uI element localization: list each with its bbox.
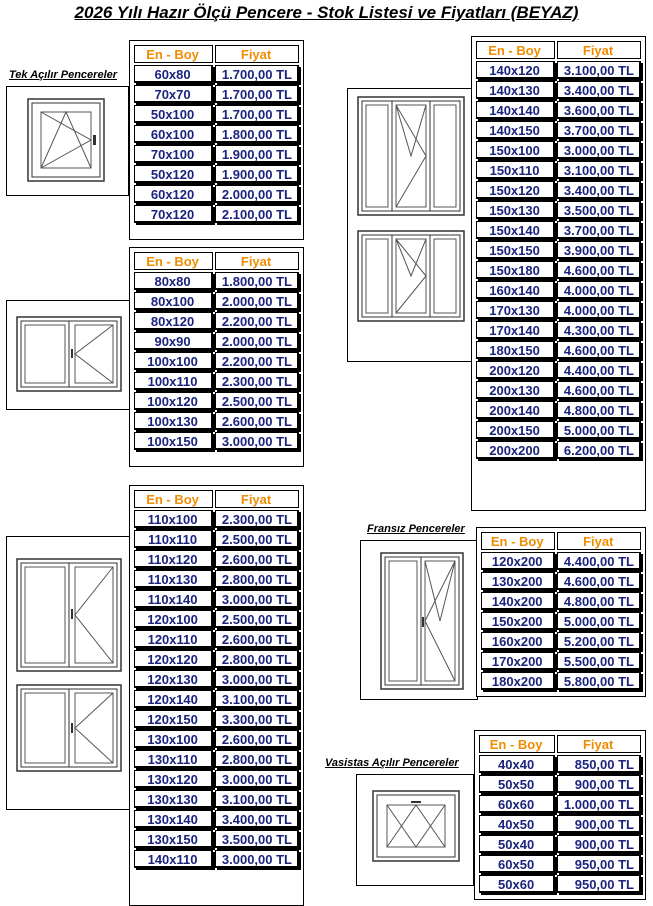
size-cell: 200x200 [476, 441, 555, 459]
price-cell: 4.800,00 TL [557, 592, 641, 610]
size-cell: 80x80 [134, 272, 213, 290]
column-header-size: En - Boy [479, 735, 555, 753]
table-row [476, 321, 641, 339]
table-row [134, 105, 299, 123]
size-cell: 200x140 [476, 401, 555, 419]
french-window-icon [361, 541, 477, 699]
price-cell: 1.900,00 TL [215, 145, 299, 163]
size-cell: 120x150 [134, 710, 213, 728]
size-cell: 80x120 [134, 312, 213, 330]
price-cell: 3.000,00 TL [215, 670, 299, 688]
table-row [476, 161, 641, 179]
table-row [134, 85, 299, 103]
table-row [134, 510, 299, 528]
column-header-size: En - Boy [476, 41, 555, 59]
price-cell: 3.900,00 TL [557, 241, 641, 259]
size-cell: 150x130 [476, 201, 555, 219]
table-row [134, 352, 299, 370]
table-row [134, 125, 299, 143]
price-cell: 2.600,00 TL [215, 412, 299, 430]
price-cell: 2.200,00 TL [215, 352, 299, 370]
table-row [476, 121, 641, 139]
size-cell: 90x90 [134, 332, 213, 350]
price-cell: 3.400,00 TL [557, 181, 641, 199]
table-row [134, 670, 299, 688]
size-cell: 50x100 [134, 105, 213, 123]
table-row [479, 855, 641, 873]
price-cell: 2.600,00 TL [215, 630, 299, 648]
window-image-double-b [6, 536, 131, 810]
size-cell: 130x140 [134, 810, 213, 828]
table-row [476, 221, 641, 239]
size-cell: 150x120 [476, 181, 555, 199]
column-header-price: Fiyat [557, 532, 641, 550]
size-cell: 150x200 [481, 612, 555, 630]
size-cell: 60x120 [134, 185, 213, 203]
size-cell: 100x120 [134, 392, 213, 410]
table-row [134, 790, 299, 808]
size-cell: 140x200 [481, 592, 555, 610]
price-cell: 2.200,00 TL [215, 312, 299, 330]
table-row [134, 630, 299, 648]
table-header-row [134, 45, 299, 63]
section-label-vasistas: Vasistas Açılır Pencereler [325, 757, 459, 769]
size-cell: 130x150 [134, 830, 213, 848]
price-cell: 3.400,00 TL [215, 810, 299, 828]
price-table-vasistas [474, 730, 646, 900]
price-cell: 2.800,00 TL [215, 570, 299, 588]
size-cell: 130x110 [134, 750, 213, 768]
size-cell: 110x110 [134, 530, 213, 548]
table-row [476, 181, 641, 199]
window-image-double-a [6, 300, 131, 410]
column-header-size: En - Boy [134, 490, 213, 508]
size-cell: 120x100 [134, 610, 213, 628]
size-cell: 130x200 [481, 572, 555, 590]
price-cell: 4.600,00 TL [557, 341, 641, 359]
price-cell: 5.000,00 TL [557, 421, 641, 439]
price-cell: 3.000,00 TL [215, 590, 299, 608]
size-cell: 50x40 [479, 835, 555, 853]
price-cell: 3.600,00 TL [557, 101, 641, 119]
price-cell: 2.600,00 TL [215, 550, 299, 568]
table-row [134, 750, 299, 768]
size-cell: 120x110 [134, 630, 213, 648]
price-cell: 5.800,00 TL [557, 672, 641, 690]
table-row [134, 292, 299, 310]
table-row [481, 572, 641, 590]
price-cell: 4.400,00 TL [557, 552, 641, 570]
single-window-icon [7, 87, 128, 195]
price-cell: 1.700,00 TL [215, 105, 299, 123]
table-row [476, 201, 641, 219]
size-cell: 170x140 [476, 321, 555, 339]
size-cell: 150x140 [476, 221, 555, 239]
size-cell: 60x50 [479, 855, 555, 873]
table-row [476, 81, 641, 99]
price-cell: 3.100,00 TL [557, 61, 641, 79]
price-cell: 900,00 TL [557, 775, 641, 793]
size-cell: 150x110 [476, 161, 555, 179]
table-row [134, 332, 299, 350]
table-row [481, 592, 641, 610]
table-row [476, 261, 641, 279]
table-row [134, 185, 299, 203]
size-cell: 120x120 [134, 650, 213, 668]
table-row [476, 61, 641, 79]
size-cell: 150x100 [476, 141, 555, 159]
size-cell: 50x60 [479, 875, 555, 893]
table-row [134, 730, 299, 748]
table-row [479, 775, 641, 793]
price-cell: 4.600,00 TL [557, 572, 641, 590]
price-table-double-a [129, 247, 304, 467]
table-row [476, 281, 641, 299]
table-row [476, 401, 641, 419]
size-cell: 60x80 [134, 65, 213, 83]
table-row [476, 361, 641, 379]
table-row [134, 272, 299, 290]
double-window-icon [7, 301, 130, 409]
size-cell: 160x140 [476, 281, 555, 299]
window-image-tek [6, 86, 129, 196]
price-cell: 4.800,00 TL [557, 401, 641, 419]
price-table-fransiz [476, 527, 646, 697]
table-row [476, 441, 641, 459]
price-cell: 4.300,00 TL [557, 321, 641, 339]
table-row [476, 421, 641, 439]
price-cell: 2.300,00 TL [215, 510, 299, 528]
price-cell: 1.800,00 TL [215, 125, 299, 143]
size-cell: 200x120 [476, 361, 555, 379]
table-row [134, 372, 299, 390]
table-row [476, 141, 641, 159]
price-cell: 3.700,00 TL [557, 121, 641, 139]
size-cell: 100x150 [134, 432, 213, 450]
size-cell: 120x130 [134, 670, 213, 688]
table-header-row [476, 41, 641, 59]
table-row [134, 392, 299, 410]
size-cell: 170x200 [481, 652, 555, 670]
table-row [479, 835, 641, 853]
table-row [134, 690, 299, 708]
price-cell: 5.500,00 TL [557, 652, 641, 670]
double-window-pair-icon [7, 537, 130, 809]
size-cell: 110x130 [134, 570, 213, 588]
column-header-price: Fiyat [215, 252, 299, 270]
size-cell: 100x100 [134, 352, 213, 370]
price-cell: 1.800,00 TL [215, 272, 299, 290]
price-cell: 4.000,00 TL [557, 301, 641, 319]
price-table-double-b [129, 485, 304, 906]
price-table-tek [129, 40, 304, 240]
table-row [134, 432, 299, 450]
price-cell: 2.500,00 TL [215, 610, 299, 628]
size-cell: 80x100 [134, 292, 213, 310]
table-row [476, 101, 641, 119]
table-header-row [134, 490, 299, 508]
table-row [134, 830, 299, 848]
price-cell: 3.000,00 TL [215, 850, 299, 868]
column-header-price: Fiyat [215, 490, 299, 508]
column-header-size: En - Boy [134, 45, 213, 63]
price-cell: 3.100,00 TL [215, 690, 299, 708]
table-row [134, 770, 299, 788]
size-cell: 140x130 [476, 81, 555, 99]
price-cell: 2.300,00 TL [215, 372, 299, 390]
table-row [134, 590, 299, 608]
size-cell: 180x150 [476, 341, 555, 359]
price-cell: 3.000,00 TL [215, 432, 299, 450]
price-cell: 6.200,00 TL [557, 441, 641, 459]
price-cell: 950,00 TL [557, 855, 641, 873]
table-row [481, 612, 641, 630]
price-cell: 2.000,00 TL [215, 292, 299, 310]
table-row [481, 672, 641, 690]
price-cell: 850,00 TL [557, 755, 641, 773]
price-cell: 2.500,00 TL [215, 530, 299, 548]
size-cell: 180x200 [481, 672, 555, 690]
price-cell: 3.300,00 TL [215, 710, 299, 728]
section-label-fransiz: Fransız Pencereler [367, 523, 465, 535]
size-cell: 70x70 [134, 85, 213, 103]
size-cell: 150x150 [476, 241, 555, 259]
price-cell: 3.500,00 TL [215, 830, 299, 848]
table-row [479, 755, 641, 773]
table-row [134, 550, 299, 568]
size-cell: 110x140 [134, 590, 213, 608]
column-header-size: En - Boy [481, 532, 555, 550]
table-row [479, 815, 641, 833]
window-image-triple [347, 88, 475, 362]
price-cell: 4.000,00 TL [557, 281, 641, 299]
table-row [476, 241, 641, 259]
size-cell: 130x130 [134, 790, 213, 808]
size-cell: 120x200 [481, 552, 555, 570]
size-cell: 140x140 [476, 101, 555, 119]
price-cell: 1.900,00 TL [215, 165, 299, 183]
price-cell: 4.600,00 TL [557, 261, 641, 279]
price-cell: 2.800,00 TL [215, 650, 299, 668]
price-cell: 3.000,00 TL [215, 770, 299, 788]
size-cell: 140x120 [476, 61, 555, 79]
triple-window-pair-icon [348, 89, 474, 361]
size-cell: 170x130 [476, 301, 555, 319]
price-cell: 3.700,00 TL [557, 221, 641, 239]
table-row [481, 632, 641, 650]
size-cell: 60x60 [479, 795, 555, 813]
table-row [134, 65, 299, 83]
price-cell: 2.500,00 TL [215, 392, 299, 410]
table-row [476, 381, 641, 399]
size-cell: 50x50 [479, 775, 555, 793]
size-cell: 110x100 [134, 510, 213, 528]
table-header-row [479, 735, 641, 753]
price-cell: 1.700,00 TL [215, 65, 299, 83]
price-cell: 2.100,00 TL [215, 205, 299, 223]
table-row [134, 650, 299, 668]
price-cell: 4.600,00 TL [557, 381, 641, 399]
table-header-row [134, 252, 299, 270]
size-cell: 130x120 [134, 770, 213, 788]
size-cell: 200x130 [476, 381, 555, 399]
size-cell: 130x100 [134, 730, 213, 748]
size-cell: 140x150 [476, 121, 555, 139]
table-row [476, 301, 641, 319]
size-cell: 60x100 [134, 125, 213, 143]
window-image-vasistas [356, 774, 474, 886]
tilt-window-icon [357, 775, 473, 885]
price-cell: 1.000,00 TL [557, 795, 641, 813]
table-row [134, 850, 299, 868]
table-row [134, 165, 299, 183]
table-row [134, 570, 299, 588]
table-row [134, 810, 299, 828]
column-header-price: Fiyat [557, 41, 641, 59]
price-cell: 950,00 TL [557, 875, 641, 893]
size-cell: 40x40 [479, 755, 555, 773]
table-row [481, 552, 641, 570]
size-cell: 110x120 [134, 550, 213, 568]
table-header-row [481, 532, 641, 550]
size-cell: 140x110 [134, 850, 213, 868]
column-header-price: Fiyat [215, 45, 299, 63]
size-cell: 100x130 [134, 412, 213, 430]
price-cell: 2.000,00 TL [215, 185, 299, 203]
size-cell: 70x100 [134, 145, 213, 163]
column-header-price: Fiyat [557, 735, 641, 753]
price-cell: 3.000,00 TL [557, 141, 641, 159]
section-label-tek: Tek Açılır Pencereler [9, 69, 118, 81]
price-cell: 5.000,00 TL [557, 612, 641, 630]
table-row [134, 412, 299, 430]
size-cell: 70x120 [134, 205, 213, 223]
page-title: 2026 Yılı Hazır Ölçü Pencere - Stok Listesi ve Fiyatları (BEYAZ) [74, 3, 579, 22]
price-cell: 2.000,00 TL [215, 332, 299, 350]
table-row [134, 205, 299, 223]
size-cell: 50x120 [134, 165, 213, 183]
size-cell: 120x140 [134, 690, 213, 708]
size-cell: 150x180 [476, 261, 555, 279]
table-row [479, 795, 641, 813]
size-cell: 200x150 [476, 421, 555, 439]
price-cell: 2.800,00 TL [215, 750, 299, 768]
table-row [134, 610, 299, 628]
price-cell: 1.700,00 TL [215, 85, 299, 103]
price-cell: 3.100,00 TL [557, 161, 641, 179]
table-row [481, 652, 641, 670]
column-header-size: En - Boy [134, 252, 213, 270]
price-cell: 900,00 TL [557, 835, 641, 853]
size-cell: 160x200 [481, 632, 555, 650]
price-cell: 3.500,00 TL [557, 201, 641, 219]
size-cell: 40x50 [479, 815, 555, 833]
size-cell: 100x110 [134, 372, 213, 390]
table-row [134, 145, 299, 163]
table-row [134, 710, 299, 728]
price-cell: 900,00 TL [557, 815, 641, 833]
price-cell: 4.400,00 TL [557, 361, 641, 379]
price-cell: 2.600,00 TL [215, 730, 299, 748]
price-table-triple [471, 36, 646, 511]
table-row [134, 530, 299, 548]
price-cell: 3.100,00 TL [215, 790, 299, 808]
price-cell: 5.200,00 TL [557, 632, 641, 650]
table-row [134, 312, 299, 330]
table-row [476, 341, 641, 359]
window-image-fransiz [360, 540, 478, 700]
table-row [479, 875, 641, 893]
price-cell: 3.400,00 TL [557, 81, 641, 99]
